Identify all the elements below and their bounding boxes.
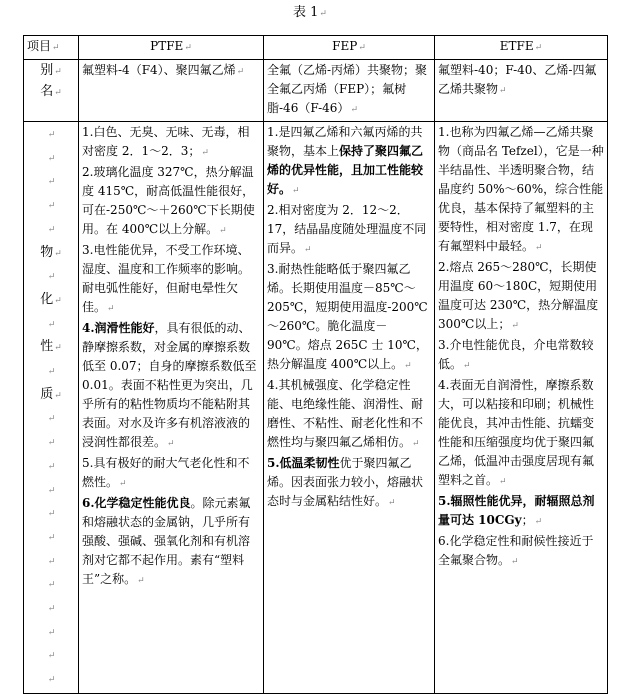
- properties-label-line: 物↵: [40, 244, 62, 260]
- properties-label-line: ↵: [47, 556, 56, 567]
- properties-label-line: ↵: [47, 130, 56, 140]
- fep-property-item: 3.耐热性能略低于聚四氟乙烯。长期使用温度－85℃～205℃，短期使用温度-200℃～260℃。脆化温度－ 90℃。熔点 265C 士 10℃，热分解温度 400℃以上。↵: [267, 262, 428, 371]
- properties-label-line: ↵: [47, 224, 56, 235]
- alias-etfe: 氟塑料-40；F-40、乙烯-四氟乙烯共聚物↵: [435, 60, 608, 122]
- fep-property-item: 2.相对密度为 2．12～2．17，结晶晶度随处理温度不同而异。↵: [267, 203, 427, 255]
- header-fep: FEP↵: [264, 36, 435, 60]
- alias-fep: 全氟（乙烯-丙烯）共聚物；聚全氟乙丙烯（FEP）；氟树脂-46（F-46）↵: [264, 60, 435, 122]
- properties-label: [24, 122, 79, 694]
- alias-label: 别↵ 名↵: [24, 60, 79, 122]
- header-etfe: ETFE↵: [435, 36, 608, 60]
- properties-fep: [264, 122, 435, 694]
- header-ptfe: PTFE↵: [79, 36, 264, 60]
- caption-text: 表 1: [293, 5, 319, 20]
- etfe-property-item: 3.介电性能优良，介电常数较低。↵: [438, 338, 594, 371]
- properties-label-line: ↵: [47, 177, 56, 188]
- header-row: [24, 36, 608, 60]
- properties-label-line: ↵: [47, 319, 56, 330]
- properties-label-line: ↵: [47, 532, 56, 543]
- properties-label-line: ↵: [47, 580, 56, 591]
- properties-label-line: 化↵: [40, 291, 62, 307]
- fep-property-item: 5.低温柔韧性优于聚四氟乙烯。因表面张力较小，熔融状态时与金属粘结性好。↵: [267, 456, 424, 508]
- properties-label-line: ↵: [47, 414, 56, 425]
- properties-label-line: ↵: [47, 153, 56, 164]
- properties-label-line: ↵: [47, 651, 56, 662]
- properties-label-line: ↵: [47, 461, 56, 472]
- properties-label-line: ↵: [47, 201, 56, 212]
- properties-label-line: ↵: [47, 627, 56, 638]
- properties-label-line: ↵: [47, 604, 56, 615]
- properties-label-line: ↵: [47, 509, 56, 520]
- etfe-property-item: 6.化学稳定性和耐候性接近于全氟聚合物。↵: [438, 534, 594, 567]
- comparison-table: [23, 35, 608, 694]
- properties-label-line: ↵: [47, 485, 56, 496]
- properties-ptfe: [79, 122, 264, 694]
- etfe-property-item: 5.辐照性能优异，耐辐照总剂量可达 10CGy；↵: [438, 494, 595, 527]
- properties-label-line: ↵: [47, 367, 56, 378]
- alias-ptfe: 氟塑料-4（F4）、聚四氟乙烯↵: [79, 60, 264, 122]
- properties-row: [24, 122, 608, 694]
- paragraph-mark-icon: ↵: [319, 9, 327, 19]
- properties-label-line: ↵: [47, 272, 56, 283]
- fep-property-item: 4.其机械强度、化学稳定性能、电绝缘性能、润滑性、耐磨性、不粘性、耐老化性和不燃性均与聚四氟乙烯相仿。↵: [267, 378, 424, 449]
- alias-row: [24, 60, 608, 122]
- properties-label-line: ↵: [47, 675, 56, 686]
- etfe-property-item: 4.表面无自润滑性，摩擦系数大，可以粘接和印刷；机械性能优良，其冲击性能、抗蠕变性能和压缩强度均优于聚四氟乙烯，低温冲击强度居现有氟塑料之首。↵: [438, 378, 595, 487]
- table-caption: [0, 4, 620, 23]
- ptfe-property-item: 2.玻璃化温度 327℃，热分解温度 415℃，耐高低温性能很好，可在-250℃～＋260℃下长期使用。在 400℃以上分解。↵: [82, 165, 255, 236]
- properties-etfe: [435, 122, 608, 694]
- ptfe-property-item: 3.电性能优异，不受工作环境、湿度、温度和工作频率的影响。耐电弧性能好，但耐电晕性欠佳。↵: [82, 243, 251, 314]
- ptfe-property-item: 5.具有极好的耐大气老化性和不燃性。↵: [82, 456, 250, 489]
- ptfe-property-item: 4.润滑性能好，具有很低的动、静摩擦系数，对金属的摩擦系数低至 0.07；自身的摩擦系数低至 0.01。表面不粘性更为突出，几乎所有的粘性物质均不能粘附其表面。对水及许多有机溶液液的浸润性都很差。↵: [82, 321, 257, 449]
- properties-label-line: 质↵: [40, 386, 62, 402]
- etfe-property-item: 2.熔点 265～280℃，长期使用温度 60～180C，短期使用温度可达 230℃，热分解温度 300℃以上；↵: [438, 260, 599, 331]
- header-item: 项目↵: [24, 36, 79, 60]
- ptfe-property-item: 6.化学稳定性能优良。除元素氟和熔融状态的金属钠，几乎所有强酸、强碱、强氧化剂和有机溶剂对它都不起作用。素有“塑料王”之称。↵: [82, 496, 251, 586]
- properties-label-line: 性↵: [40, 339, 62, 355]
- ptfe-property-item: 1.白色、无臭、无味、无毒，相对密度 2．1～2．3；↵: [82, 125, 250, 158]
- etfe-property-item: 1.也称为四氟乙烯—乙烯共聚物（商品名 Tefzel），它是一种半结晶性、半透明聚合物，结晶度约 50%～60%，综合性能优良，基本保持了氟塑料的主要特性，相对密度 1.7，在现有氟塑料中最轻。↵: [438, 125, 604, 253]
- fep-property-item: 1.是四氟乙烯和六氟丙烯的共聚物，基本上保持了聚四氟乙烯的优异性能，且加工性能较好。↵: [267, 125, 424, 196]
- properties-label-line: ↵: [47, 438, 56, 449]
